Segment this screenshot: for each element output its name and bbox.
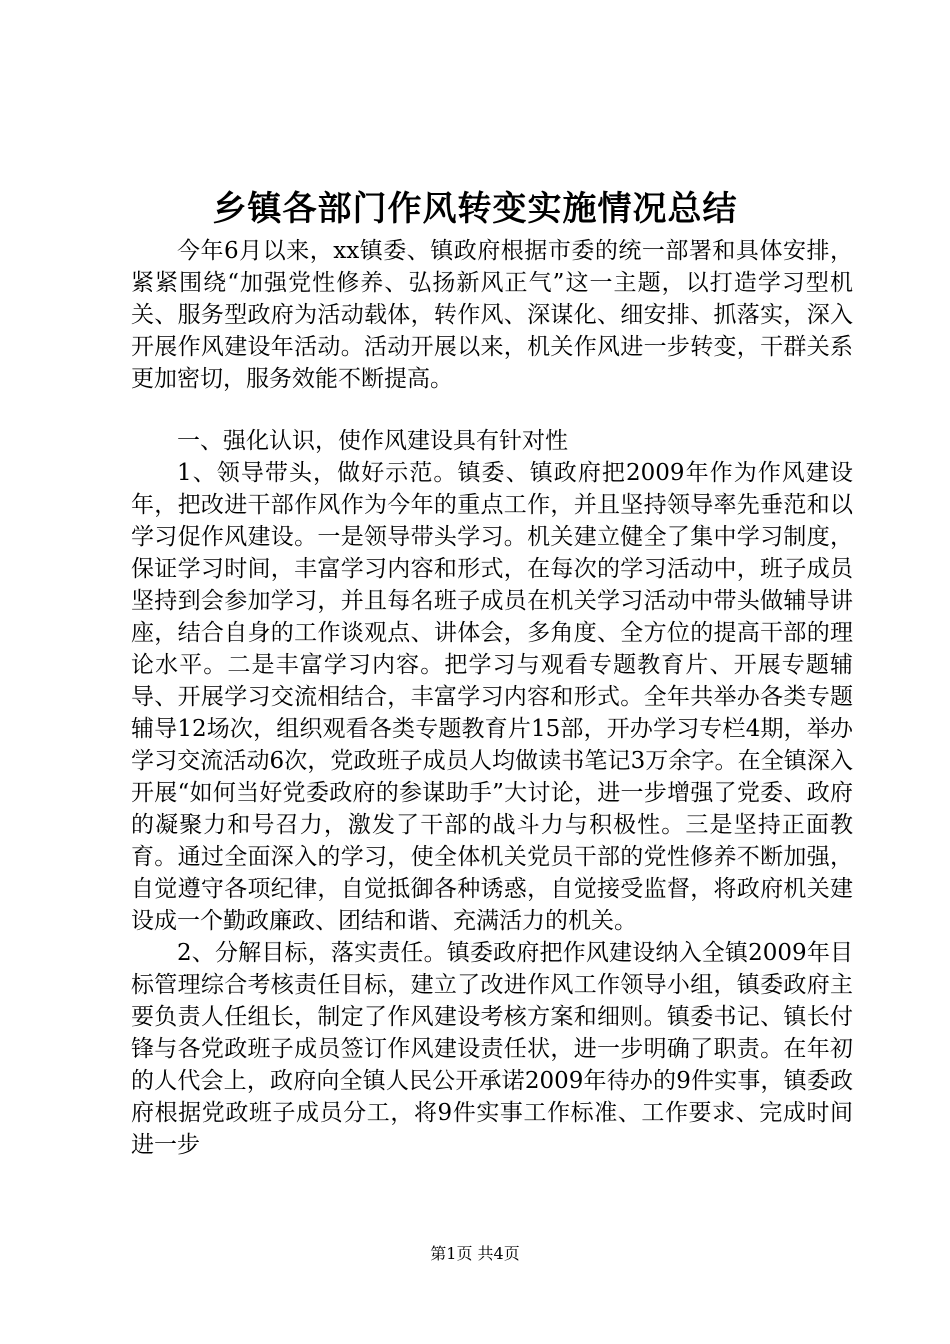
body-paragraph: 2、分解目标，落实责任。镇委政府把作风建设纳入全镇2009年目标管理综合考核责任目标，建立了改进作风工作领导小组，镇委政府主要负责人任组长，制定了作风建设考核方案和细则。镇委书记、镇长付锋与各党政班子成员签订作风建设责任状，进一步明确了职责。在年初的人代会上，政府向全镇人民公开承诺2009年待办的9件实事，镇委政府根据党政班子成员分工，将9件实事工作标准、工作要求、完成时间进一步 — [131, 940, 853, 1158]
body-paragraph: 1、领导带头，做好示范。镇委、镇政府把2009年作为作风建设年，把改进干部作风作为今年的重点工作，并且坚持领导率先垂范和以学习促作风建设。一是领导带头学习。机关建立健全了集中学习制度，保证学习时间，丰富学习内容和形式，在每次的学习活动中，班子成员坚持到会参加学习，并且每名班子成员在机关学习活动中带头做辅导讲座，结合自身的工作谈观点、讲体会，多角度、全方位的提高干部的理论水平。二是丰富学习内容。把学习与观看专题教育片、开展专题辅导、开展学习交流相结合，丰富学习内容和形式。全年共举办各类专题辅导12场次，组织观看各类专题教育片15部，开办学习专栏4期，举办学习交流活动6次，党政班子成员人均做读书笔记3万余字。在全镇深入开展“如何当好党委政府的参谋助手”大讨论，进一步增强了党委、政府的凝聚力和号召力，激发了干部的战斗力与积极性。三是坚持正面教育。通过全面深入的学习，使全体机关党员干部的党性修养不断加强，自觉遵守各项纪律，自觉抵御各种诱惑，自觉接受监督，将政府机关建设成一个勤政廉政、团结和谐、充满活力的机关。 — [131, 460, 853, 934]
document-body — [131, 235, 853, 1161]
section-heading: 一、强化认识，使作风建设具有针对性 — [177, 428, 568, 454]
document-title: 乡镇各部门作风转变实施情况总结 — [212, 189, 738, 229]
intro-paragraph: 今年6月以来，xx镇委、镇政府根据市委的统一部署和具体安排，紧紧围绕“加强党性修养、弘扬新风正气”这一主题，以打造学习型机关、服务型政府为活动载体，转作风、深谋化、细安排、抓落实，深入开展作风建设年活动。活动开展以来，机关作风进一步转变，干群关系更加密切，服务效能不断提高。 — [131, 238, 853, 392]
page-footer: 第1页 共4页 — [430, 1244, 520, 1263]
